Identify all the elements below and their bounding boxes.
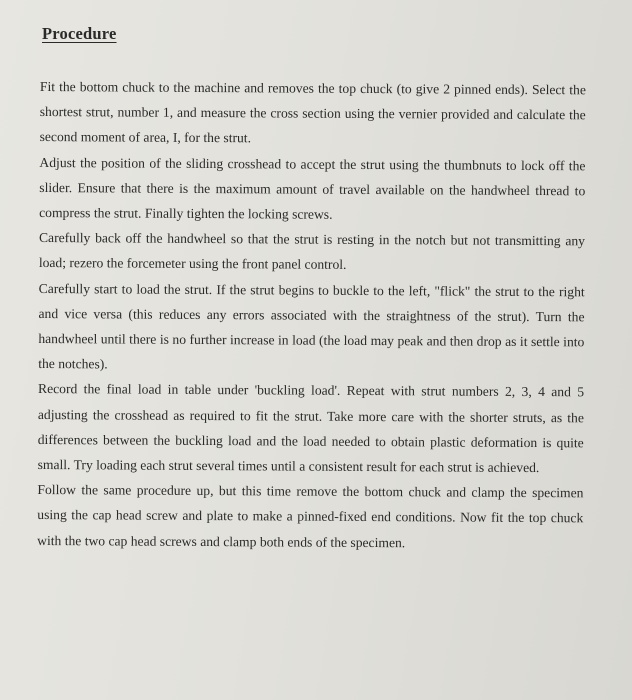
procedure-step-5: Record the final load in table under 'buckling load'. Repeat with strut numbers 2, 3, 4 and 5 adjusting the crosshead as required to fit the strut. Take more care with the shorter struts, as the differences between the buckling load and the load needed to obtain plastic deformation is quite small. Try loading each strut several times until a consistent result for each strut is achieved. — [37, 381, 585, 476]
procedure-body — [37, 74, 586, 556]
procedure-step-6: Follow the same procedure up, but this time remove the bottom chuck and clamp the specimen using the cap head screw and plate to make a pinned-fixed end conditions. Now fit the top chuck with the two cap head screws and clamp both ends of the specimen. — [37, 482, 584, 550]
procedure-step-1: Fit the bottom chuck to the machine and removes the top chuck (to give 2 pinned ends). Select the shortest strut, number 1, and measure the cross section using the vernier provided and calculate the second moment of area, I, for the strut. — [39, 78, 586, 146]
procedure-step-4: Carefully start to load the strut. If the strut begins to buckle to the left, "flick" the strut to the right and vice versa (this reduces any errors associated with the straightness of the strut). Turn the handwheel until there is no further increase in load (the load may peak and then drop as it settle into the notches). — [38, 280, 585, 372]
procedure-step-3: Carefully back off the handwheel so that the strut is resting in the notch but not transmitting any load; rezero the forcemeter using the front panel control. — [38, 230, 586, 273]
procedure-step-2: Adjust the position of the sliding crosshead to accept the strut using the thumbnuts to lock off the slider. Ensure that there is the maximum amount of travel available on the handwheel thread to compress the strut. Finally tighten the locking screws. — [39, 154, 586, 222]
section-heading: Procedure — [42, 24, 117, 43]
